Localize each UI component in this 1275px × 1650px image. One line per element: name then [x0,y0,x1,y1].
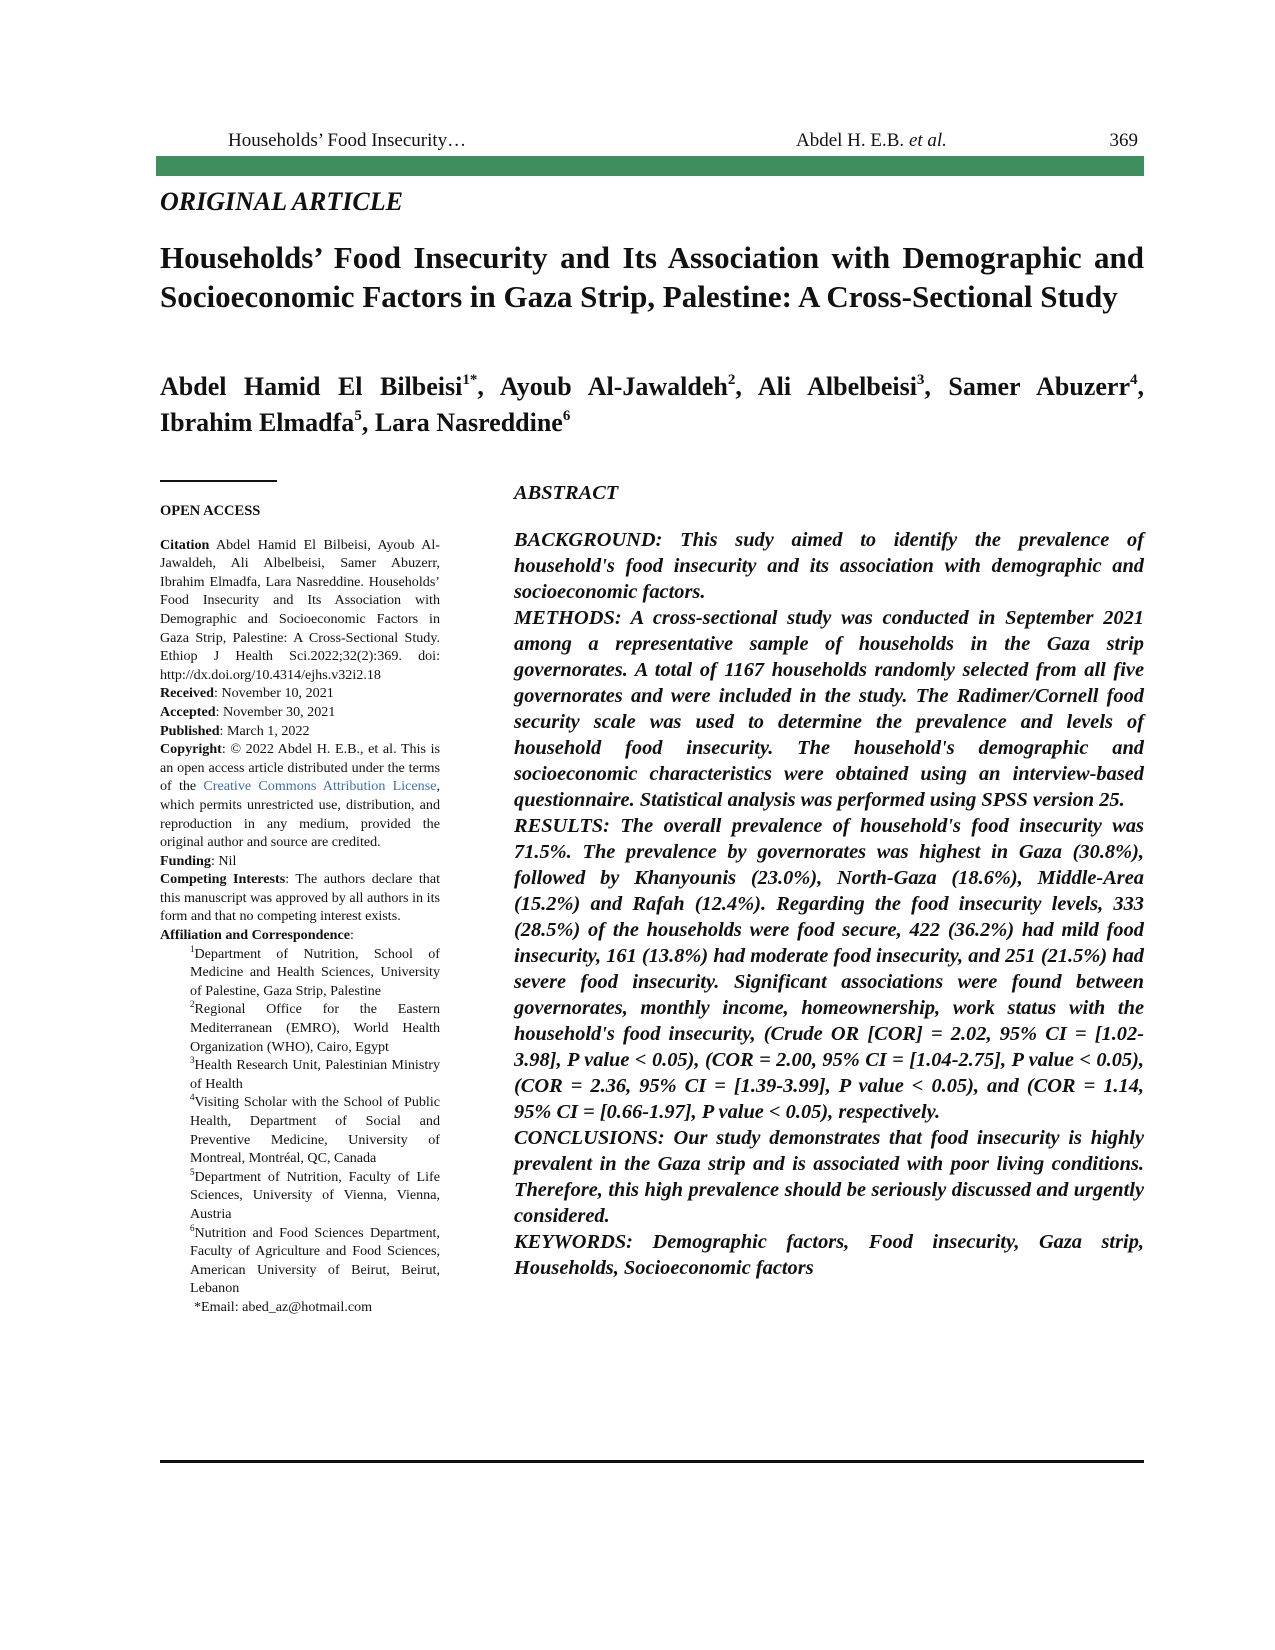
author-affiliation-mark: 5 [354,408,362,424]
author-affiliation-mark: 1* [462,372,478,388]
affiliation-number: 6 [190,1222,195,1233]
affiliation-list [160,945,440,1298]
affiliation-number: 5 [190,1166,195,1177]
abstract-results: RESULTS: The overall prevalence of household's food insecurity was 71.5%. The prevalence by governorates was highest in Gaza (30.8%), followed by Khanyounis (23.0%), North-Gaza (18.6%), Middle-Area (15.2%) and Rafah (12.4%). Regarding the food insecurity levels, 333 (28.5%) of the households were food secure, 422 (36.2%) had mild food insecurity, 161 (13.8%) had moderate food insecurity, and 251 (21.5%) had severe food insecurity. Significant associations were found between governorates, monthly income, homeownership, work status with the household's food insecurity, (Crude OR [COR] = 2.02, 95% CI = [1.02-3.98], P value < 0.05), (COR = 2.00, 95% CI = [1.04-2.75], P value < 0.05), (COR = 2.36, 95% CI = [1.39-3.99], P value < 0.05), and (COR = 1.14, 95% CI = [0.66-1.97], P value < 0.05), respectively. [514,815,1144,1123]
abstract-keywords: KEYWORDS: Demographic factors, Food insecurity, Gaza strip, Households, Socioeconomic factors [514,1231,1144,1279]
accepted-date: Accepted: November 30, 2021 [160,703,336,720]
author-affiliation-mark: 2 [727,372,736,388]
author-list: Abdel Hamid El Bilbeisi$^{1*}$, Ayoub Al-Jawaldeh$^2$, Ali Albelbeisi$^3$, Samer Abuzerr$^4$, Ibrahim Elmadfa$^5$, Lara Nasreddine$^6$ [160,372,1145,437]
abstract-heading: ABSTRACT [514,482,619,504]
author-name: Lara Nasreddine [374,408,563,437]
author-name: Ali Albelbeisi [757,372,917,401]
article-type: ORIGINAL ARTICLE [160,187,403,216]
author-name: Samer Abuzerr [948,372,1131,401]
funding: Funding: Nil [160,852,237,869]
article-title: Households’ Food Insecurity and Its Association with Demographic and Socioeconomic Factors in Gaza Strip, Palestine: A Cross-Sectional Study [160,240,1144,314]
author-affiliation-mark: 4 [1130,372,1138,388]
license-link[interactable]: Creative Commons Attribution License [203,778,437,795]
article-info-sidebar [160,480,440,1317]
author-name: Abdel Hamid El Bilbeisi [160,372,463,401]
published-date: Published: March 1, 2022 [160,722,310,739]
affiliation-item [190,1168,440,1224]
affiliation-text: Health Research Unit, Palestinian Ministry of Health [190,1057,440,1092]
citation: Citation Abdel Hamid El Bilbeisi, Ayoub Al-Jawaldeh, Ali Albelbeisi, Samer Abuzerr, Ibrahim Elmadfa, Lara Nasreddine. Households’ Food Insecurity and Its Association with Demographic and Socioeconomic Factors in Gaza Strip, Palestine: A Cross-Sectional Study. Ethiop J Health Sci.2022;32(2):369. doi: http://dx.doi.org/10.4314/ejhs.v32i2.18 [160,536,440,683]
affiliation-text: Department of Nutrition, School of Medicine and Health Sciences, University of Palestine, Gaza Strip, Palestine [190,945,440,999]
affiliation-item [190,1224,440,1298]
running-title: Households’ Food Insecurity… [228,130,467,151]
affiliation-number: 3 [190,1055,195,1066]
affiliation-text: Department of Nutrition, Faculty of Life Sciences, University of Vienna, Vienna, Austria [190,1168,440,1222]
affiliation-item [190,1093,440,1167]
copyright: Copyright: © 2022 Abdel H. E.B., et al. This is an open access article distributed under the terms of the Creative Commons Attribution License, which permits unrestricted use, distribution, and reproduction in any medium, provided the original author and source are credited. [160,741,440,851]
affiliation-item [190,945,440,1001]
affiliation-number: 2 [190,999,195,1010]
abstract [514,480,1144,1281]
author-name: Ibrahim Elmadfa [160,408,355,437]
affiliation-text: Regional Office for the Eastern Mediterranean (EMRO), World Health Organization (WHO), Cairo, Egypt [190,1001,440,1055]
abstract-background: BACKGROUND: This sudy aimed to identify the prevalence of household's food insecurity and its association with demographic and socioeconomic factors. [514,529,1144,603]
abstract-conclusions: CONCLUSIONS: Our study demonstrates that food insecurity is highly prevalent in the Gaza strip and is associated with poor living conditions. Therefore, this high prevalence should be seriously discussed and urgently considered. [514,1127,1144,1227]
affiliation-item [190,1056,440,1093]
affiliation-text: Nutrition and Food Sciences Department, Faculty of Agriculture and Food Sciences, American University of Beirut, Beirut, Lebanon [190,1224,440,1297]
affiliation-heading: Affiliation and Correspondence: [160,927,354,944]
affiliation-item [190,1000,440,1056]
received-date: Received: November 10, 2021 [160,685,334,702]
corresponding-email: *Email: abed_az@hotmail.com [194,1298,373,1315]
running-author: Abdel H. E.B. et al. [796,130,947,151]
page-number: 369 [1109,130,1138,151]
competing-interests: Competing Interests: The authors declare that this manuscript was approved by all authors in its form and that no competing interest exists. [160,871,440,925]
author-affiliation-mark: 3 [916,372,925,388]
abstract-methods: METHODS: A cross-sectional study was conducted in September 2021 among a representative sample of households in the Gaza strip governorates. A total of 1167 households randomly selected from all five governorates and were included in the study. The Radimer/Cornell food security scale was used to determine the prevalence and levels of household food insecurity. The household's demographic and socioeconomic characteristics were obtained using an interview-based questionnaire. Statistical analysis was performed using SPSS version 25. [514,607,1144,811]
header-bar [156,156,1144,176]
affiliation-number: 1 [190,943,195,954]
author-name: Ayoub Al-Jawaldeh [499,372,728,401]
open-access-label: OPEN ACCESS [160,503,261,519]
footer-rule [160,1460,1144,1463]
affiliation-number: 4 [190,1092,195,1103]
running-header [228,130,1138,154]
sidebar-rule [160,480,277,482]
affiliation-text: Visiting Scholar with the School of Public Health, Department of Social and Preventive Medicine, University of Montreal, Montréal, QC, Canada [190,1094,440,1167]
author-affiliation-mark: 6 [562,408,571,424]
